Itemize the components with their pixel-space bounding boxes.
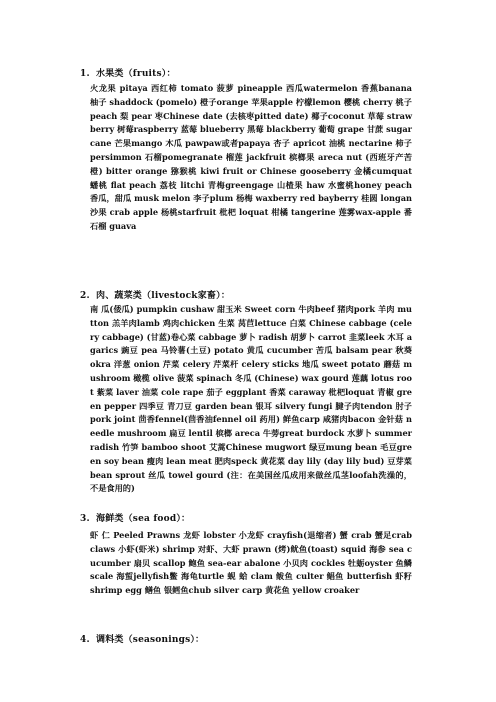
- section-3-heading: [80, 511, 190, 524]
- section-2-heading: [80, 288, 230, 301]
- section-2-number: 2.: [80, 291, 90, 301]
- section-2-paragraph: 南 瓜(倭瓜) pumpkin cushaw 甜玉米 Sweet corn 牛肉beef 猪肉pork 羊肉 mutton 羔羊肉lamb 鸡肉chicken 生菜 莴苣lettuce 白菜 Chinese cabbage (celery cabbage) (甘蓝)卷心菜 cabbage 萝卜 radish 胡萝卜 carrot 韭菜leek 木耳 agarics 豌豆 pea 马铃薯(土豆) potato 黄瓜 cucumber 苦瓜 balsam pear 秋葵 okra 洋葱 onion 芹菜 celery 芹菜杆 celery sticks 地瓜 sweet potato 蘑菇 mushroom 橄榄 olive 菠菜 spinach 冬瓜 (Chinese) wax gourd 莲藕 lotus root 紫菜 laver 油菜 cole rape 茄子 eggplant 香菜 caraway 枇杷loquat 青椒 green pepper 四季豆 青刀豆 garden bean 银耳 silvery fungi 腱子肉tendon 肘子 pork joint 茴香fennel(茴香油fennel oil 药用) 鲜鱼carp 咸猪肉bacon 金针菇 needle mushroom 扁豆 lentil 槟榔 areca 牛蒡great burdock 水萝卜 summer radish 竹笋 bamboo shoot 艾蒿Chinese mugwort 绿豆mung bean 毛豆green soy bean 瘦肉 lean meat 肥肉speck 黄花菜 day lily (day lily bud) 豆芽菜 bean sprout 丝瓜 towel gourd (注：在美国丝瓜成用来做丝瓜茎loofah洗澡的，不是食用的): [90, 304, 412, 494]
- section-4-number: 4.: [80, 635, 90, 645]
- section-1-number: 1.: [80, 69, 90, 79]
- section-1-paragraph: 火龙果 pitaya 西红柿 tomato 菠萝 pineapple 西瓜watermelon 香蕉banana 柚子 shaddock (pomelo) 橙子orange 苹果apple 柠檬lemon 樱桃 cherry 桃子peach 梨 pear 枣Chinese date (去核枣pitted date) 椰子coconut 草莓 strawberry 树莓raspberry 蓝莓 blueberry 黑莓 blackberry 葡萄 grape 甘蔗 sugar cane 芒果mango 木瓜 pawpaw或者papaya 杏子 apricot 油桃 nectarine 柿子persimmon 石榴pomegranate 榴莲 jackfruit 槟榔果 areca nut (西班牙产苦橙) bitter orange 猕猴桃 kiwi fruit or Chinese gooseberry 金橘cumquat 蟠桃 flat peach 荔枝 litchi 青梅greengage 山楂果 haw 水蜜桃honey peach 香瓜，甜瓜 musk melon 李子plum 杨梅 waxberry red bayberry 桂圆 longan 沙果 crab apple 杨桃starfruit 枇杷 loquat 柑橘 tangerine 莲雾wax-apple 番石榴 guava: [90, 83, 412, 231]
- section-1-title: 水果类（fruits）：: [96, 69, 176, 79]
- section-3-title: 海鲜类（sea food）：: [96, 514, 191, 524]
- section-2-title: 肉、蔬菜类（livestock家畜）：: [96, 291, 231, 301]
- section-1-heading: [80, 66, 176, 79]
- section-4-title: 调料类（seasonings）：: [96, 635, 205, 645]
- section-4-heading: [80, 632, 204, 645]
- section-3-paragraph: 虾 仁 Peeled Prawns 龙虾 lobster 小龙虾 crayfish(退缩者) 蟹 crab 蟹足crab claws 小虾(虾米) shrimp 对虾、大虾 prawn (烤)鱿鱼(toast) squid 海参 sea cucumber 扇贝 scallop 鲍鱼 sea-ear abalone 小贝肉 cockles 牡蛎oyster 鱼鳞scale 海蜇jellyfish鳖 海龟turtle 蚬 蛤 clam 鲅鱼 culter 鲳鱼 butterfish 虾籽 shrimp egg 鳝鱼 银鳕鱼chub silver carp 黄花鱼 yellow croaker: [90, 530, 412, 596]
- section-3-number: 3.: [80, 514, 90, 524]
